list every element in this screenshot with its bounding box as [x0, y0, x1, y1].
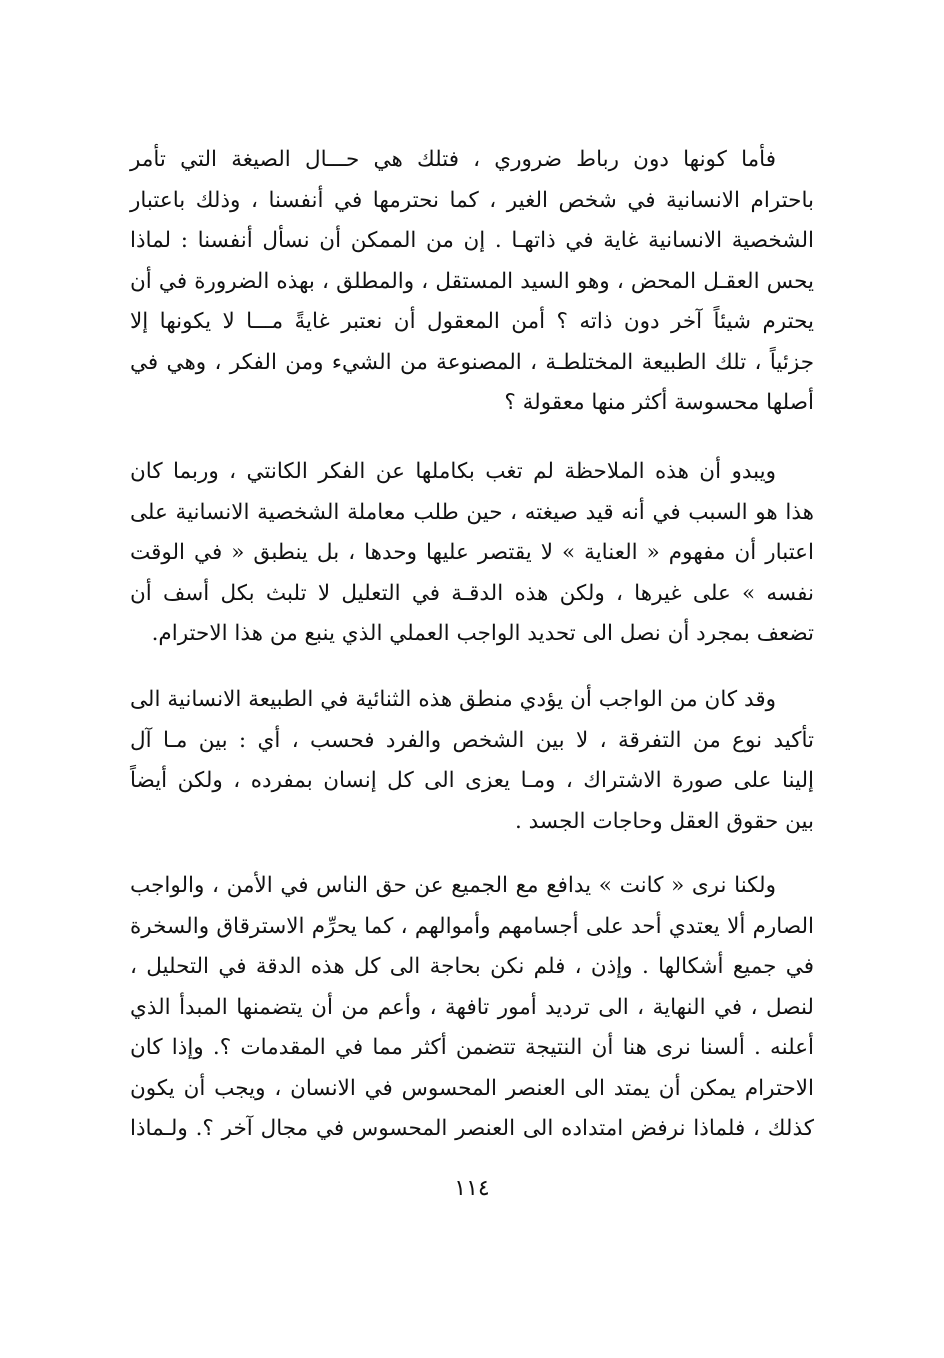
text-line: الشخصية الانسانية غاية في ذاتهـا . إن من الممكن أن نسأل أنفسنا : لماذا [130, 228, 814, 253]
text-line: أعلنه . ألسنا نرى هنا أن النتيجة تتضمن أكثر مما في المقدمات ؟. وإذا كان [130, 1035, 814, 1060]
text-line: وقد كان من الواجب أن يؤدي منطق هذه الثنائية في الطبيعة الانسانية الى [130, 687, 776, 712]
text-line: يحترم شيئاً آخر دون ذاته ؟ أمن المعقول أن نعتبر غايةً مـــا لا يكونها إلا [130, 309, 814, 334]
paragraph-2 [130, 452, 814, 655]
paragraph-1 [130, 140, 814, 424]
text-line: في جميع أشكالها . وإذن ، فلم نكن بحاجة الى كل هذه الدقة في التحليل ، [130, 954, 814, 979]
text-line: جزئياً ، تلك الطبيعة المختلطـة ، المصنوعة من الشيء ومن الفكر ، وهي في [130, 349, 814, 375]
text-line: فأما كونها دون رباط ضروري ، فتلك هي حـــال الصيغة التي تأمر [130, 147, 776, 172]
text-line: نفسه » على غيرها ، ولكن هذه الدقـة في التعليل لا تلبث بكل أسف أن [130, 580, 814, 606]
text-line: هذا هو السبب في أنه قيد صيغته ، حين طلب معاملة الشخصية الانسانية على [130, 499, 814, 525]
paragraph-3 [130, 680, 814, 842]
paragraph-4 [130, 866, 814, 1150]
text-line: كذلك ، فلماذا نرفض امتداده الى العنصر المحسوس في مجال آخر ؟. ولـماذا [130, 1116, 814, 1141]
text-line: بين حقوق العقل وحاجات الجسد . [514, 808, 814, 834]
text-line: اعتبار أن مفهوم « العناية » لا يقتصر عليها وحدها ، بل ينطبق « في الوقت [130, 540, 814, 565]
text-line: إلينا على صورة الاشتراك ، ومـا يعزى الى كل إنسان بمفرده ، ولكن أيضاً [130, 768, 814, 793]
text-line: ويبدو أن هذه الملاحظة لم تغب بكاملها عن الفكر الكانتي ، وربما كان [130, 459, 776, 484]
text-line: باحترام الانسانية في شخص الغير ، كما نحترمها في أنفسنا ، وذلك باعتبار [130, 187, 814, 213]
text-line: ولكنا نرى « كانت » يدافع مع الجميع عن حق الناس في الأمن ، والواجب [130, 873, 776, 898]
page-number: ١١٤ [454, 1176, 490, 1201]
text-line: يحس العقـل المحض ، وهو السيد المستقل ، والمطلق ، بهذه الضرورة في أن [130, 268, 814, 294]
text-line: الصارم ألا يعتدي أحد على أجسامهم وأموالهم ، كما يحرِّم الاسترقاق والسخرة [130, 913, 814, 939]
text-line: أصلها محسوسة أكثر منها معقولة ؟ [504, 390, 814, 415]
text-line: الاحترام يمكن أن يمتد الى العنصر المحسوس في الانسان ، ويجب أن يكون [130, 1075, 814, 1101]
text-line: تضعف بمجرد أن نصل الى تحديد الواجب العملي الذي ينبع من هذا الاحترام. [151, 621, 814, 646]
text-line: لنصل ، في النهاية ، الى ترديد أمور تافهة ، وأعم من أن يتضمنها المبدأ الذي [130, 994, 814, 1020]
text-line: تأكيد نوع من التفرقة ، لا بين الشخص والفرد فحسب ، أي : بين مـا آل [130, 727, 814, 753]
